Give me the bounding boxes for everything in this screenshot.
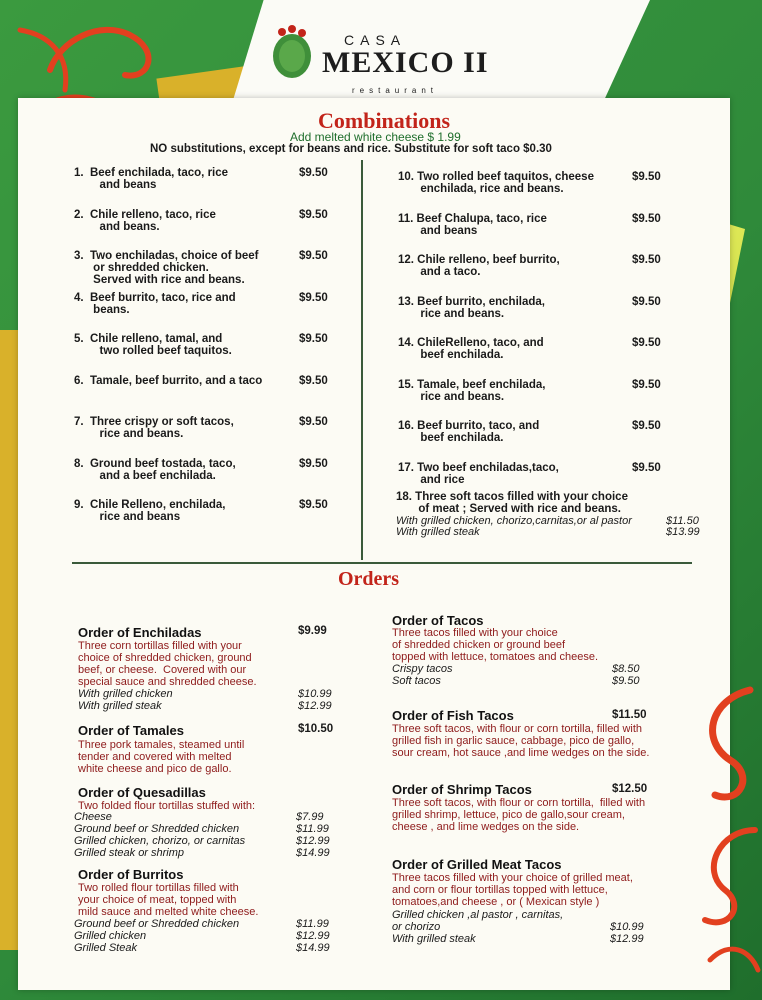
order-grilled-meat-tacos-intro: Grilled chicken ,al pastor , carnitas, — [392, 909, 564, 921]
combinations-note-substitutions: NO substitutions, except for beans and rice. Substitute for soft taco $0.30 — [150, 143, 552, 155]
combo-right-price: $9.50 — [632, 212, 661, 225]
combo-left-item: 7. Three crispy or soft tacos, rice and beans. — [74, 416, 234, 440]
quesadillas-option: Cheese — [74, 811, 112, 823]
burritos-option-price: $14.99 — [296, 942, 330, 954]
combo-left-price: $9.50 — [299, 374, 328, 387]
order-tamales-name: Order of Tamales — [78, 723, 184, 738]
orders-title: Orders — [338, 568, 400, 590]
order-grilled-meat-tacos-opt-1-price: $10.99 — [610, 921, 644, 933]
burritos-option: Ground beef or Shredded chicken — [74, 918, 240, 930]
combo-left-price: $9.50 — [299, 416, 328, 428]
order-enchiladas-name: Order of Enchiladas — [78, 625, 202, 640]
combo-right-price: $9.50 — [632, 254, 661, 266]
quesadillas-option-price: $7.99 — [296, 811, 324, 823]
quesadillas-option: Grilled chicken, chorizo, or carnitas — [74, 835, 246, 847]
combo-left-price: $9.50 — [299, 457, 328, 470]
combo-left-item: 5. Chile relleno, tamal, and two rolled beef taquitos. — [74, 333, 232, 357]
red-swirl-bottom-right-icon — [650, 680, 762, 980]
combo-left-price: $9.50 — [299, 250, 328, 262]
logo-casa: CASA — [344, 32, 407, 48]
order-tamales-desc: Three pork tamales, steamed until tender and covered with melted white cheese and pico de gallo. — [78, 739, 245, 775]
burritos-option-price: $12.99 — [296, 930, 330, 942]
burritos-option: Grilled Steak — [74, 942, 137, 954]
order-shrimp-tacos-price: $12.50 — [612, 783, 648, 795]
order-enchiladas-opt-1: With grilled chicken — [78, 688, 173, 700]
combo-right-item: 12. Chile relleno, beef burrito, and a taco. — [398, 254, 560, 278]
burritos-option-price: $11.99 — [296, 918, 329, 930]
quesadillas-option-price: $12.99 — [296, 835, 330, 847]
section-divider — [72, 562, 692, 564]
combo-right-item: 13. Beef burrito, enchilada, rice and beans. — [398, 295, 545, 320]
burritos-option: Grilled chicken — [74, 930, 147, 942]
combo-right-item: 10. Two rolled beef taquitos, cheese enchilada, rice and beans. — [398, 171, 594, 195]
order-enchiladas-opt-2-price: $12.99 — [298, 700, 332, 712]
combo-18-option-2-price: $13.99 — [666, 526, 700, 538]
combo-left-item: 8. Ground beef tostada, taco, and a beef enchilada. — [74, 457, 236, 482]
cactus-icon — [270, 24, 316, 80]
combo-right-price: $9.50 — [632, 337, 661, 349]
column-divider — [361, 160, 363, 560]
order-enchiladas-opt-1-price: $10.99 — [298, 688, 332, 700]
combo-right-price: $9.50 — [632, 295, 661, 308]
combo-right-item: 15. Tamale, beef enchilada, rice and beans. — [398, 378, 546, 403]
combo-left-item: 3. Two enchiladas, choice of beef or shredded chicken. Served with rice and beans. — [74, 250, 259, 286]
combo-right-price: $9.50 — [632, 461, 661, 474]
quesadillas-option: Grilled steak or shrimp — [74, 847, 185, 859]
order-quesadillas-desc: Two folded flour tortillas stuffed with: — [78, 800, 256, 812]
order-grilled-meat-tacos-name: Order of Grilled Meat Tacos — [392, 857, 562, 872]
order-grilled-meat-tacos-opt-2: With grilled steak — [392, 933, 476, 945]
combinations-note-cheese: Add melted white cheese $ 1.99 — [290, 130, 461, 144]
combo-right-item: 17. Two beef enchiladas,taco, and rice — [398, 461, 559, 486]
order-enchiladas-opt-2: With grilled steak — [78, 700, 162, 712]
combinations-title: Combinations — [318, 108, 451, 133]
order-shrimp-tacos-desc: Three soft tacos, with flour or corn tortilla, filled with grilled shrimp, lettuce, pico de gallo,sour cream, cheese , and lime wedges on the side. — [392, 797, 646, 833]
combo-left-price: $9.50 — [299, 291, 328, 304]
logo-mexico: MEXICO II — [322, 46, 489, 79]
order-tacos-name: Order of Tacos — [392, 613, 484, 628]
combo-right-price: $9.50 — [632, 171, 661, 183]
order-fish-tacos-desc: Three soft tacos, with flour or corn tortilla, filled with grilled fish in garlic sauce, cabbage, pico de gallo, sour cream, hot sauce ,and lime wedges on the side. — [392, 723, 650, 759]
combo-left-item: 1. Beef enchilada, taco, rice and beans — [74, 167, 229, 191]
combo-right-price: $9.50 — [632, 420, 661, 432]
combo-right-item: 14. ChileRelleno, taco, and beef enchilada. — [398, 337, 544, 361]
combo-right-item: 11. Beef Chalupa, taco, rice and beans — [398, 212, 547, 237]
quesadillas-option-price: $14.99 — [296, 847, 330, 859]
combo-18-option-1-price: $11.50 — [666, 515, 699, 527]
combo-item-18: 18. Three soft tacos filled with your choice of meat ; Served with rice and beans. — [396, 491, 628, 515]
order-quesadillas-name: Order of Quesadillas — [78, 785, 206, 800]
order-tacos-opt-2-price: $9.50 — [612, 675, 640, 687]
order-burritos-name: Order of Burritos — [78, 867, 184, 882]
order-fish-tacos-price: $11.50 — [612, 709, 647, 721]
logo-restaurant: restaurant — [352, 86, 439, 95]
combo-left-price: $9.50 — [299, 167, 328, 179]
combo-right-item: 16. Beef burrito, taco, and beef enchilada. — [398, 420, 540, 444]
combo-right-price: $9.50 — [632, 378, 661, 391]
order-grilled-meat-tacos-opt-1: or chorizo — [392, 921, 441, 933]
order-grilled-meat-tacos-desc: Three tacos filled with your choice of grilled meat, and corn or flour tortillas topped with lettuce, tomatoes,and cheese , or ( Mexican style ) — [392, 872, 633, 908]
combo-left-item: 2. Chile relleno, taco, rice and beans. — [74, 208, 216, 233]
order-tamales-price: $10.50 — [298, 723, 334, 735]
order-grilled-meat-tacos-opt-2-price: $12.99 — [610, 933, 644, 945]
combo-left-item: 4. Beef burrito, taco, rice and beans. — [74, 291, 236, 316]
order-burritos-desc: Two rolled flour tortillas filled with your choice of meat, topped with mild sauce and melted white cheese. — [78, 882, 259, 918]
restaurant-logo — [270, 22, 520, 102]
order-shrimp-tacos-name: Order of Shrimp Tacos — [392, 782, 532, 797]
order-tacos-desc: Three tacos filled with your choice of shredded chicken or ground beef topped with lettuce, tomatoes and cheese. — [392, 627, 599, 663]
combo-left-price: $9.50 — [299, 208, 328, 221]
combo-left-price: $9.50 — [299, 333, 328, 345]
order-fish-tacos-name: Order of Fish Tacos — [392, 708, 514, 723]
combo-18-option-1: With grilled chicken, chorizo,carnitas,or al pastor — [396, 515, 632, 527]
combo-left-item: 9. Chile Relleno, enchilada, rice and beans — [74, 499, 226, 523]
combo-left-price: $9.50 — [299, 499, 328, 511]
quesadillas-option: Ground beef or Shredded chicken — [74, 823, 240, 835]
combo-left-item: 6. Tamale, beef burrito, and a taco — [74, 374, 263, 387]
order-tacos-opt-1: Crispy tacos — [392, 663, 453, 675]
combo-18-option-2: With grilled steak — [396, 526, 480, 538]
order-enchiladas-desc: Three corn tortillas filled with your choice of shredded chicken, ground beef, or cheese. Covered with our special sauce and shredded cheese. — [78, 640, 257, 688]
quesadillas-option-price: $11.99 — [296, 823, 329, 835]
order-enchiladas-price: $9.99 — [298, 625, 327, 637]
order-tacos-opt-1-price: $8.50 — [612, 663, 640, 675]
order-tacos-opt-2: Soft tacos — [392, 675, 441, 687]
